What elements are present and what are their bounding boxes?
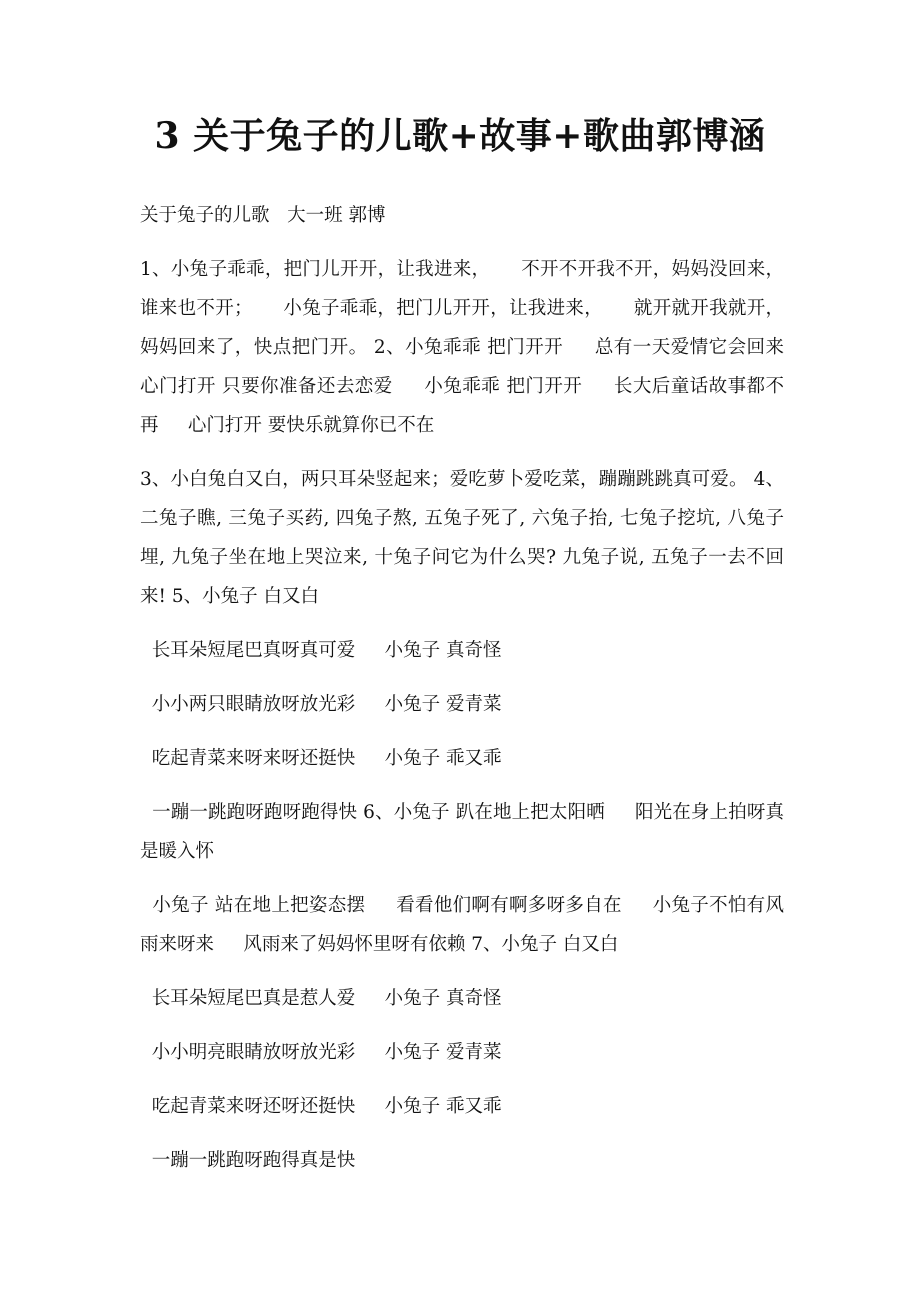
paragraph-heading: 关于兔子的儿歌 大一班 郭博 xyxy=(140,205,386,226)
document-title: 3 关于兔子的儿歌+故事+歌曲郭博涵 xyxy=(154,115,766,157)
lyric-line: 一蹦一跳跑呀跑得真是快 xyxy=(140,1150,356,1171)
lyric-line: 小小两只眼睛放呀放光彩 小兔子 爱青菜 xyxy=(140,694,502,715)
lyric-line: 吃起青菜来呀还呀还挺快 小兔子 乖又乖 xyxy=(140,1096,502,1117)
document-body xyxy=(140,196,814,1195)
lyric-line: 长耳朵短尾巴真呀真可爱 小兔子 真奇怪 xyxy=(140,640,502,661)
paragraph: 1、小兔子乖乖，把门儿开开，让我进来， 不开不开我不开，妈妈没回来，谁来也不开； 小兔子乖乖，把门儿开开，让我进来， 就开就开我就开，妈妈回来了，快点把门开。 2、小兔乖乖 把门开开 总有一天爱情它会回来 心门打开 只要你准备还去恋爱 小兔乖乖 把门开开 长大后童话故事都不再 心门打开 要快乐就算你已不在 xyxy=(140,259,814,436)
lyric-line: 小小明亮眼睛放呀放光彩 小兔子 爱青菜 xyxy=(140,1042,502,1063)
lyric-line: 吃起青菜来呀来呀还挺快 小兔子 乖又乖 xyxy=(140,748,502,769)
lyric-line: 小兔子 站在地上把姿态摆 看看他们啊有啊多呀多自在 小兔子不怕有风雨来呀来 风雨来了妈妈怀里呀有依赖 7、小兔子 白又白 xyxy=(140,895,784,955)
lyric-line: 长耳朵短尾巴真是惹人爱 小兔子 真奇怪 xyxy=(140,988,502,1009)
paragraph: 3、小白兔白又白，两只耳朵竖起来；爱吃萝卜爱吃菜，蹦蹦跳跳真可爱。 4、二兔子瞧, 三兔子买药, 四兔子熬, 五兔子死了, 六兔子抬, 七兔子挖坑, 八兔子埋, 九兔子坐在地上哭泣来, 十兔子问它为什么哭? 九兔子说, 五兔子一去不回来! 5、小兔子 白又白 xyxy=(140,469,784,607)
lyric-line: 一蹦一跳跑呀跑呀跑得快 6、小兔子 趴在地上把太阳晒 阳光在身上拍呀真是暖入怀 xyxy=(140,802,785,862)
